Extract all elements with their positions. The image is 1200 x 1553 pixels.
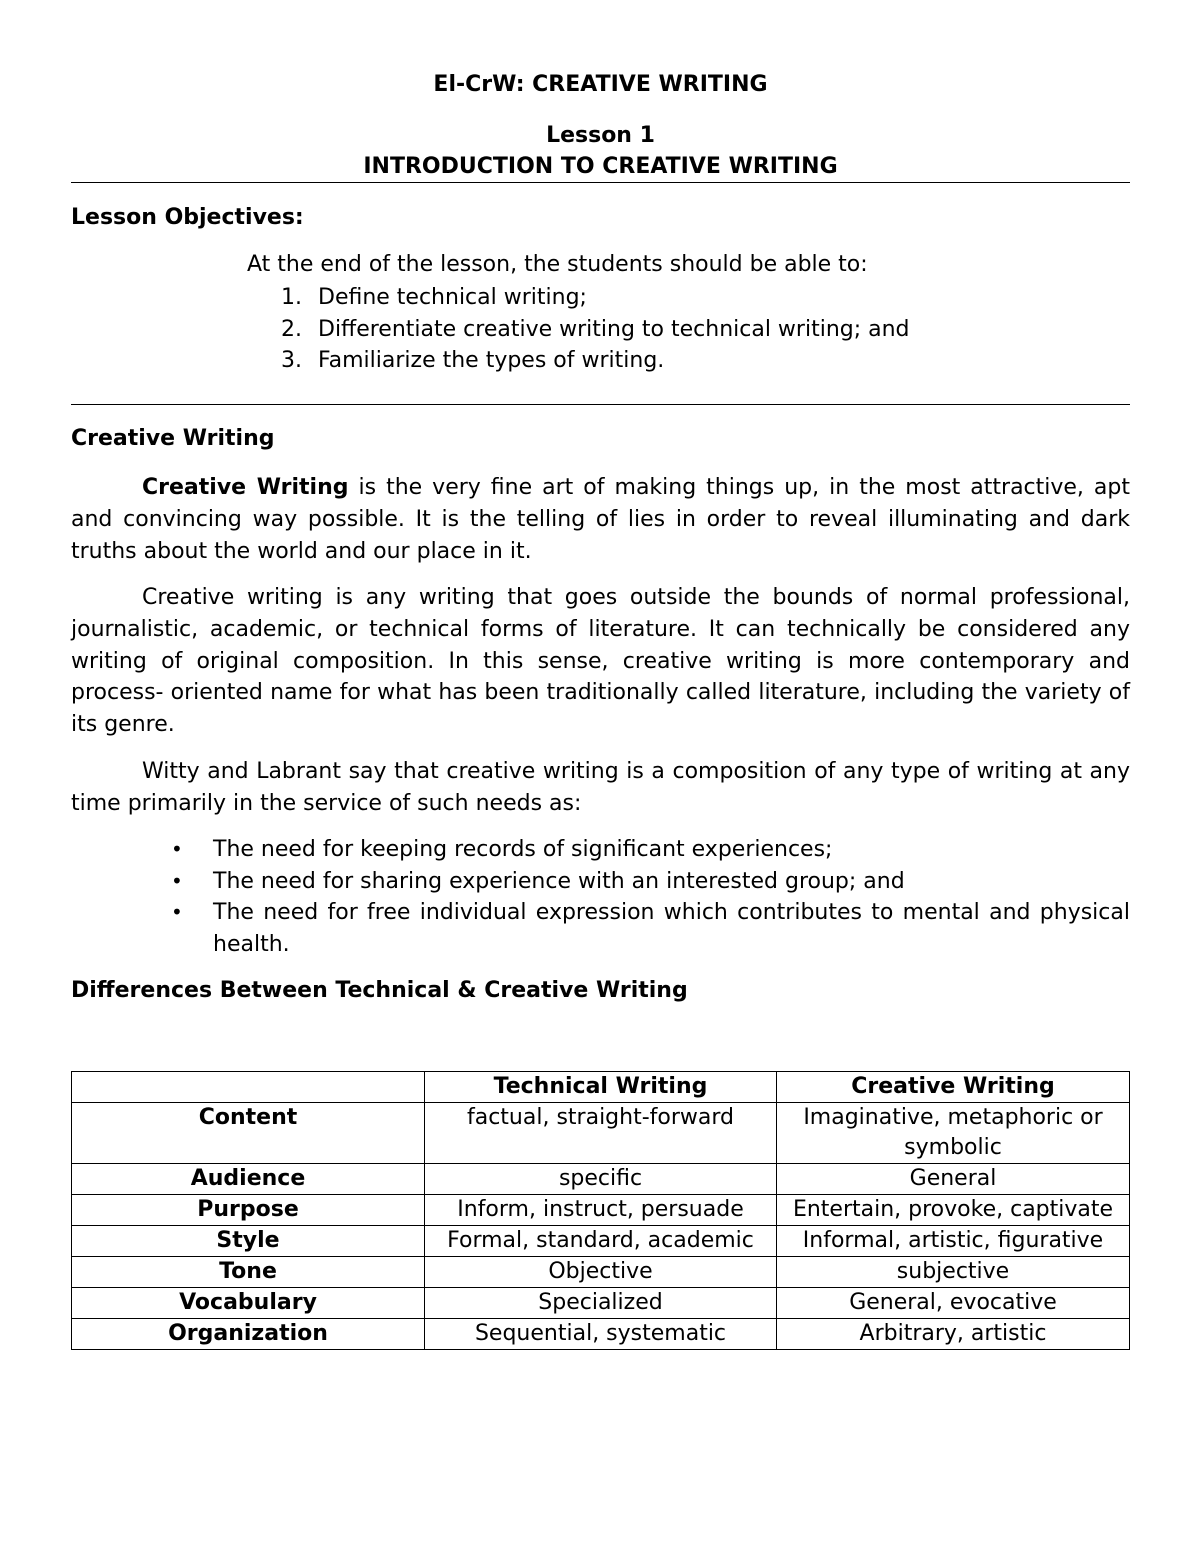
- table-cell: Specialized: [425, 1288, 777, 1319]
- explanation-text: Creative writing is any writing that goes outside the bounds of normal professional, journalistic, academic, or technical forms of literature. It can technically be considered any writing of original composition. In this sense, creative writing is more contemporary and process- oriented name for what has been traditionally called literature, including the variety of its genre.: [71, 585, 1130, 738]
- needs-intro-text: Witty and Labrant say that creative writing is a composition of any type of writing at any time primarily in the service of such needs as:: [71, 759, 1130, 816]
- definition-paragraph: [71, 472, 1130, 567]
- table-cell: Inform, instruct, persuade: [425, 1195, 777, 1226]
- row-label: Organization: [72, 1319, 425, 1350]
- lesson-title: INTRODUCTION TO CREATIVE WRITING: [363, 154, 838, 179]
- row-label: Audience: [72, 1164, 425, 1195]
- need-text: The need for free individual expression which contributes to mental and physical health.: [213, 900, 1130, 957]
- table-cell: Arbitrary, artistic: [777, 1319, 1130, 1350]
- objective-text: Familiarize the types of writing.: [318, 348, 665, 373]
- needs-list: [171, 834, 1130, 960]
- table-row: [72, 1226, 1130, 1257]
- row-label: Tone: [72, 1257, 425, 1288]
- table-cell: Informal, artistic, figurative: [777, 1226, 1130, 1257]
- column-header: [72, 1072, 425, 1103]
- table-cell: Imaginative, metaphoric or symbolic: [777, 1103, 1130, 1164]
- table-row: [72, 1257, 1130, 1288]
- objective-number: 3.: [281, 348, 302, 373]
- bullet-icon: •: [171, 900, 183, 924]
- horizontal-rule: [71, 182, 1130, 183]
- objective-item: [281, 284, 910, 316]
- table-cell: Entertain, provoke, captivate: [777, 1195, 1130, 1226]
- definition-text: is the very fine art of making things up, in the most attractive, apt and convincing way possible. It is the telling of lies in order to reveal illuminating and dark truths about the world and our place in it.: [71, 475, 1131, 564]
- table-cell: Objective: [425, 1257, 777, 1288]
- term-bold: Creative Writing: [142, 475, 349, 500]
- objectives-heading: Lesson Objectives:: [71, 205, 304, 230]
- table-cell: Formal, standard, academic: [425, 1226, 777, 1257]
- objective-item: [281, 347, 910, 379]
- column-header: Creative Writing: [777, 1072, 1130, 1103]
- row-label: Content: [72, 1103, 425, 1164]
- table-row: [72, 1103, 1130, 1164]
- creative-writing-heading: Creative Writing: [71, 426, 275, 451]
- table-header-row: [72, 1072, 1130, 1103]
- need-text: The need for keeping records of significant experiences;: [213, 837, 833, 862]
- table-cell: specific: [425, 1164, 777, 1195]
- lesson-number: Lesson 1: [546, 123, 655, 148]
- table-cell: factual, straight-forward: [425, 1103, 777, 1164]
- horizontal-rule: [71, 404, 1130, 405]
- objective-item: [281, 316, 910, 348]
- table-cell: General: [777, 1164, 1130, 1195]
- table-cell: subjective: [777, 1257, 1130, 1288]
- row-label: Purpose: [72, 1195, 425, 1226]
- objective-number: 2.: [281, 316, 302, 342]
- list-item: [171, 834, 1130, 866]
- need-text: The need for sharing experience with an interested group; and: [213, 868, 905, 894]
- table-row: [72, 1288, 1130, 1319]
- needs-intro-paragraph: [71, 756, 1130, 820]
- objective-text: Define technical writing;: [318, 285, 587, 310]
- objectives-list: [281, 284, 910, 379]
- list-item: [171, 866, 1130, 898]
- comparison-table: [71, 1071, 1130, 1350]
- course-title: El-CrW: CREATIVE WRITING: [433, 72, 768, 97]
- table-row: [72, 1195, 1130, 1226]
- bullet-icon: •: [171, 868, 183, 893]
- objective-text: Differentiate creative writing to technical writing; and: [318, 316, 910, 342]
- explanation-paragraph: [71, 582, 1130, 741]
- table-row: [72, 1164, 1130, 1195]
- row-label: Style: [72, 1226, 425, 1257]
- list-item: [171, 897, 1130, 960]
- objective-number: 1.: [281, 285, 302, 310]
- differences-heading: Differences Between Technical & Creative Writing: [71, 978, 688, 1003]
- objectives-intro: At the end of the lesson, the students should be able to:: [247, 252, 868, 277]
- column-header: Technical Writing: [425, 1072, 777, 1103]
- table-cell: Sequential, systematic: [425, 1319, 777, 1350]
- row-label: Vocabulary: [72, 1288, 425, 1319]
- table-cell: General, evocative: [777, 1288, 1130, 1319]
- table-row: [72, 1319, 1130, 1350]
- bullet-icon: •: [171, 837, 183, 861]
